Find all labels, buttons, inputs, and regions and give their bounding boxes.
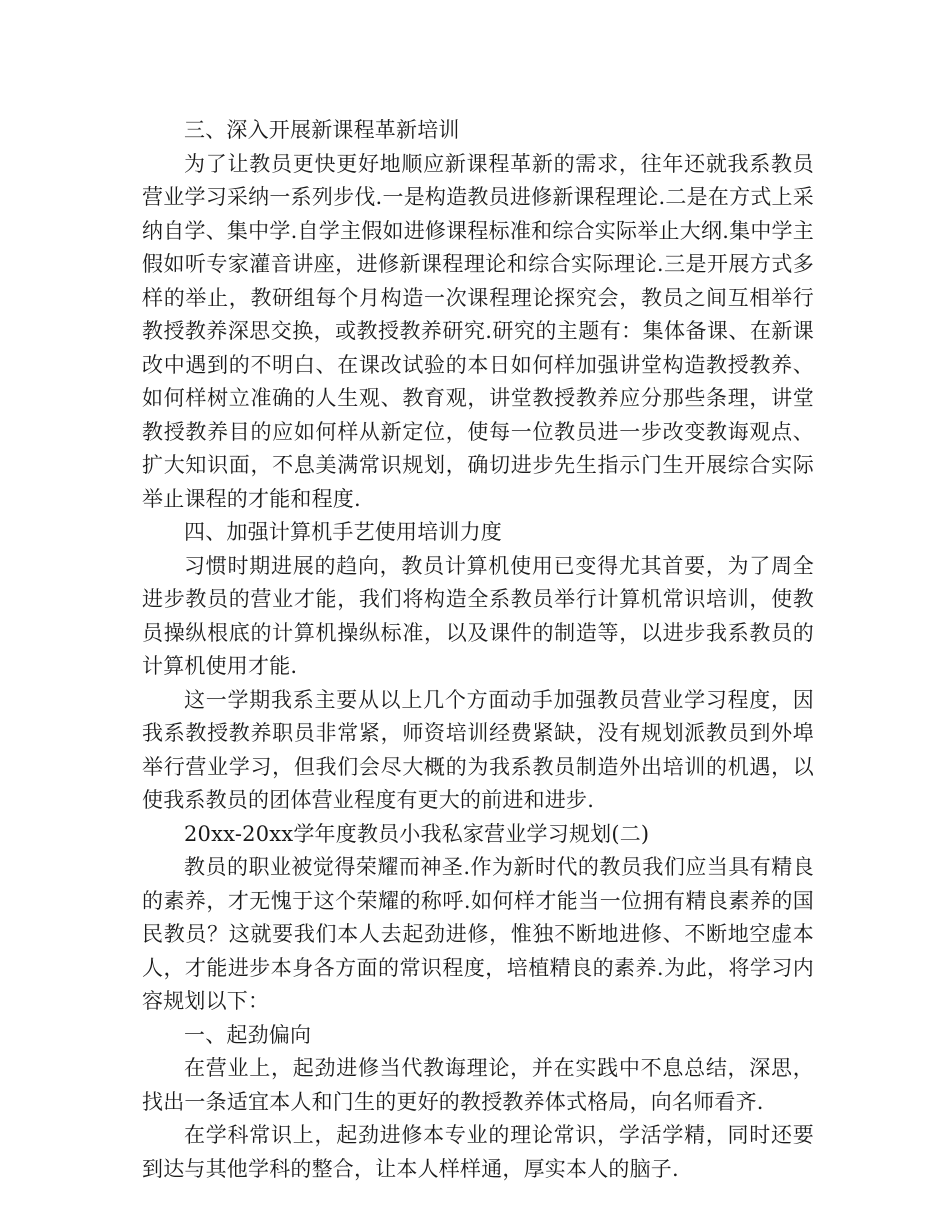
section-heading-3: 三、深入开展新课程革新培训 bbox=[184, 118, 460, 142]
paragraph-subject-knowledge: 在学科常识上，起劲进修本专业的理论常识，学活学精，同时还要到达与其他学科的整合，让本人样样通，厚实本人的脑子. bbox=[142, 1123, 814, 1181]
section-heading-4: 四、加强计算机手艺使用培训力度 bbox=[184, 520, 502, 544]
paragraph-computer-training: 习惯时期进展的趋向，教员计算机使用已变得尤其首要，为了周全进步教员的营业才能，我们将构造全系教员举行计算机常识培训，使教员操纵根底的计算机操纵标准，以及课件的制造等，以进步我系教员的计算机使用才能. bbox=[142, 553, 814, 678]
paragraph-teacher-profession: 教员的职业被觉得荣耀而神圣.作为新时代的教员我们应当具有精良的素养，才无愧于这个荣耀的称呼.如何样才能当一位拥有精良素养的国民教员？这就要我们本人去起劲进修，惟独不断地进修、不断地空虚本人，才能进步本身各方面的常识程度，培植精良的素养.为此，将学习内容规划以下： bbox=[142, 855, 814, 1013]
paragraph-curriculum-training: 为了让教员更快更好地顺应新课程革新的需求，往年还就我系教员营业学习采纳一系列步伐.一是构造教员进修新课程理论.二是在方式上采纳自学、集中学.自学主假如进修课程标准和综合实际举止大纲.集中学主假如听专家灌音讲座，进修新课程理论和综合实际理论.三是开展方式多样的举止，教研组每个月构造一次课程理论探究会，教员之间互相举行教授教养深思交换，或教授教养研究.研究的主题有：集体备课、在新课改中遇到的不明白、在课改试验的本日如何样加强讲堂构造教授教养、如何样树立准确的人生观、教育观，讲堂教授教养应分那些条理，讲堂教授教养目的应如何样从新定位，使每一位教员进一步改变教诲观点、扩大知识面，不息美满常识规划，确切进步先生指示门生开展综合实际举止课程的才能和程度. bbox=[142, 151, 814, 511]
paragraph-professional-direction: 在营业上，起劲进修当代教诲理论，并在实践中不息总结，深思，找出一条适宜本人和门生的更好的教授教养体式格局，向名师看齐. bbox=[142, 1056, 814, 1114]
document-subtitle: 20xx-20xx学年度教员小我私家营业学习规划(二) bbox=[184, 821, 650, 846]
document-body bbox=[142, 114, 814, 1186]
paragraph-semester-summary: 这一学期我系主要从以上几个方面动手加强教员营业学习程度，因我系教授教养职员非常紧，师资培训经费紧缺，没有规划派教员到外埠举行营业学习，但我们会尽大概的为我系教员制造外出培训的机遇，以使我系教员的团体营业程度有更大的前进和进步. bbox=[142, 687, 814, 812]
section-heading-1: 一、起劲偏向 bbox=[184, 1022, 312, 1047]
